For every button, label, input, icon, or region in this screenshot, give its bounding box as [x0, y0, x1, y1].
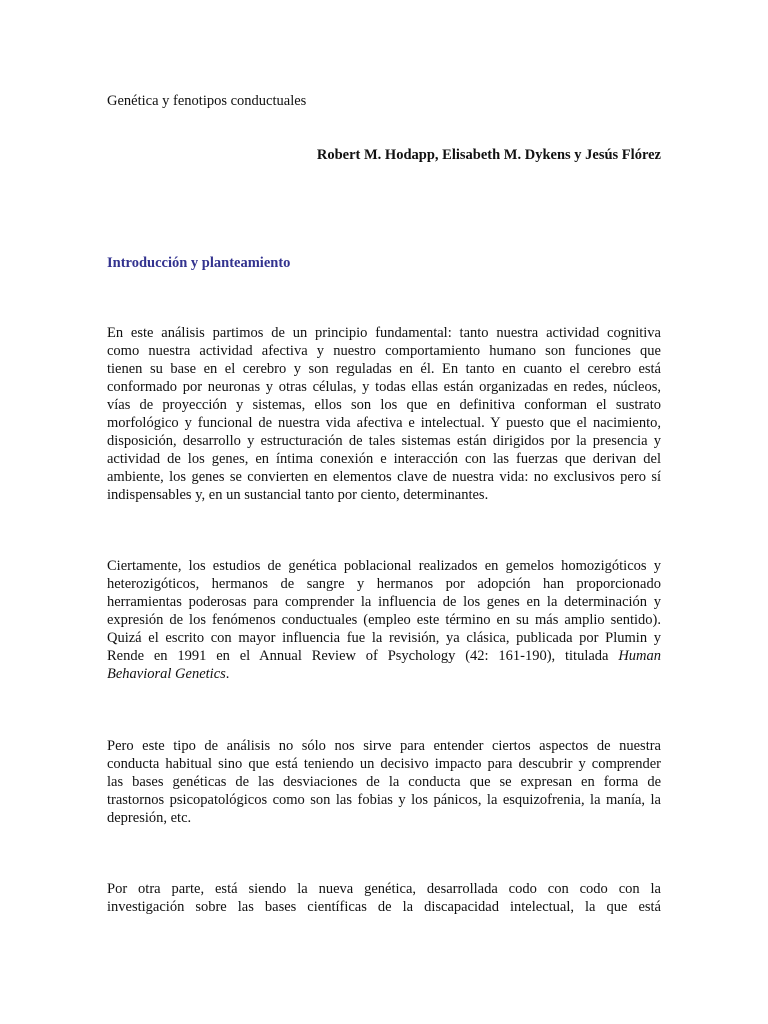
paragraph-line: heterozigóticos, hermanos de sangre y hermanos por adopción han proporcionado: [107, 576, 661, 592]
paragraph-line: En este análisis partimos de un principio fundamental: tanto nuestra actividad cognitiva: [107, 325, 661, 341]
paragraph-deviations: [107, 737, 661, 827]
paragraph-line: expresión de los fenómenos conductuales (empleo este término en su más amplio sentido).: [107, 612, 661, 628]
paragraph-line: conformado por neuronas y otras células, y todas ellas están organizadas en redes, núcleos,: [107, 379, 661, 395]
paragraph-line: depresión, etc.: [107, 810, 192, 826]
paragraph-line: investigación sobre las bases científicas de la discapacidad intelectual, la que está: [107, 899, 661, 915]
paragraph-line: tienen su base en el cerebro y son reguladas en él. En tanto en cuanto el cerebro está: [107, 361, 661, 377]
paragraph-line-citation-end: [107, 665, 661, 683]
citation-title-part1: Human: [618, 648, 662, 664]
paragraph-line: herramientas poderosas para comprender la influencia de los genes en la determinación y: [107, 594, 661, 610]
paragraph-line: como nuestra actividad afectiva y nuestro comportamiento humano son funciones que: [107, 343, 661, 359]
paragraph-line: Quizá el escrito con mayor influencia fue la revisión, ya clásica, publicada por Plumin y: [107, 630, 661, 646]
paragraph-line: trastornos psicopatológicos como son las fobias y los pánicos, la esquizofrenia, la manía, la: [107, 792, 661, 808]
paragraph-line-text: Rende en 1991 en el Annual Review of Psychology (42: 161-190), titulada: [107, 648, 609, 664]
document-title: Genética y fenotipos conductuales: [107, 93, 307, 109]
paragraph-line: vías de proyección y sistemas, ellos son los que en definitiva conforman el sustrato: [107, 397, 661, 413]
paragraph-line: ambiente, los genes se convierten en elementos clave de nuestra vida: no exclusivos pero sí: [107, 469, 661, 485]
citation-title-part2: Behavioral Genetics: [107, 666, 226, 682]
author-line: Robert M. Hodapp, Elisabeth M. Dykens y Jesús Flórez: [316, 147, 661, 163]
section-heading: Introducción y planteamiento: [107, 255, 291, 271]
paragraph-line: Ciertamente, los estudios de genética poblacional realizados en gemelos homozigóticos y: [107, 558, 661, 574]
paragraph-line: las bases genéticas de las desviaciones de la conducta que se expresan en forma de: [107, 774, 661, 790]
paragraph-line-with-citation: [107, 647, 661, 665]
paragraph-line: disposición, desarrollo y estructuración de tales sistemas están dirigidos por la presencia y: [107, 433, 661, 449]
paragraph-line: indispensables y, en un sustancial tanto por ciento, determinantes.: [107, 487, 489, 503]
paragraph-new-genetics: [107, 880, 661, 916]
paragraph-line: conducta habitual sino que está teniendo un decisivo impacto para descubrir y comprender: [107, 756, 661, 772]
paragraph-line: Pero este tipo de análisis no sólo nos sirve para entender ciertos aspectos de nuestra: [107, 738, 661, 754]
paragraph-introduction: [107, 324, 661, 504]
citation-period: .: [225, 666, 230, 682]
paragraph-line: Por otra parte, está siendo la nueva genética, desarrollada codo con codo con la: [107, 881, 661, 897]
paragraph-genetics-studies: [107, 557, 661, 683]
paragraph-line: morfológico y funcional de nuestra vida afectiva e intelectual. Y puesto que el nacimiento,: [107, 415, 661, 431]
paragraph-line: actividad de los genes, en íntima conexión e interacción con las fuerzas que derivan del: [107, 451, 661, 467]
